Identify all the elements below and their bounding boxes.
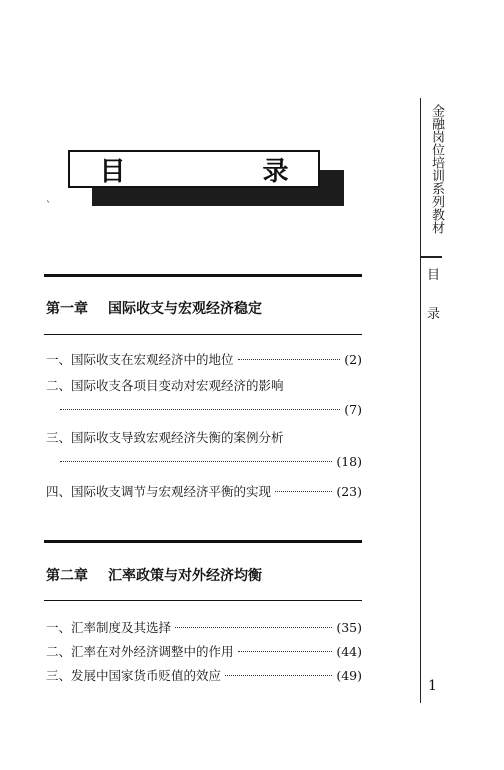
toc-entry[interactable] [46, 376, 362, 396]
leader-dots [225, 675, 332, 676]
chapter-1-bottom-rule [44, 334, 362, 335]
chapter-2-heading [46, 565, 262, 585]
leader-dots [275, 491, 332, 492]
toc-entry[interactable] [46, 642, 362, 662]
chapter-1-heading [46, 298, 262, 318]
leader-dots [60, 461, 332, 462]
chapter-2-top-rule [44, 540, 362, 543]
toc-entry-text: 一、汇率制度及其选择 [46, 620, 172, 635]
leader-dots [175, 627, 332, 628]
toc-entry-text: 三、国际收支导致宏观经济失衡的案例分析 [46, 430, 284, 445]
leader-dots [238, 651, 333, 652]
toc-entry-page: (49) [336, 668, 362, 683]
page-number: 1 [428, 678, 437, 694]
chapter-1-top-rule [44, 274, 362, 277]
chapter-1-number: 第一章 [46, 301, 88, 317]
side-divider [420, 98, 421, 703]
toc-entry-page: (23) [336, 484, 362, 499]
side-label-1: 目 [427, 268, 441, 283]
series-title: 金融岗位培训系列教材 [429, 104, 444, 234]
chapter-2-bottom-rule [44, 600, 362, 601]
toc-entry-continuation[interactable] [46, 402, 362, 422]
toc-entry-page: (2) [344, 352, 362, 367]
toc-entry-text: 二、汇率在对外经济调整中的作用 [46, 644, 234, 659]
page-title: 目 录 [99, 156, 353, 187]
leader-dots [238, 359, 341, 360]
toc-entry-page: (18) [336, 454, 362, 469]
title-box [68, 150, 353, 188]
toc-entry-page: (7) [344, 402, 362, 417]
toc-entry[interactable] [46, 350, 362, 370]
chapter-2-number: 第二章 [46, 568, 88, 584]
toc-entry[interactable] [46, 482, 362, 502]
toc-entry-page: (44) [336, 644, 362, 659]
side-separator [420, 256, 442, 258]
toc-entry[interactable] [46, 618, 362, 638]
decorative-mark: ˋ [46, 201, 51, 212]
chapter-1-title: 国际收支与宏观经济稳定 [108, 301, 262, 317]
toc-entry-text: 三、发展中国家货币贬值的效应 [46, 668, 222, 683]
toc-entry[interactable] [46, 428, 362, 448]
toc-entry-text: 二、国际收支各项目变动对宏观经济的影响 [46, 378, 284, 393]
side-label-2: 录 [427, 307, 441, 322]
chapter-2-title: 汇率政策与对外经济均衡 [108, 568, 262, 584]
leader-dots [60, 409, 340, 410]
toc-entry-continuation[interactable] [46, 454, 362, 474]
toc-entry-page: (35) [336, 620, 362, 635]
toc-entry[interactable] [46, 666, 362, 686]
toc-entry-text: 一、国际收支在宏观经济中的地位 [46, 352, 234, 367]
toc-entry-text: 四、国际收支调节与宏观经济平衡的实现 [46, 484, 272, 499]
